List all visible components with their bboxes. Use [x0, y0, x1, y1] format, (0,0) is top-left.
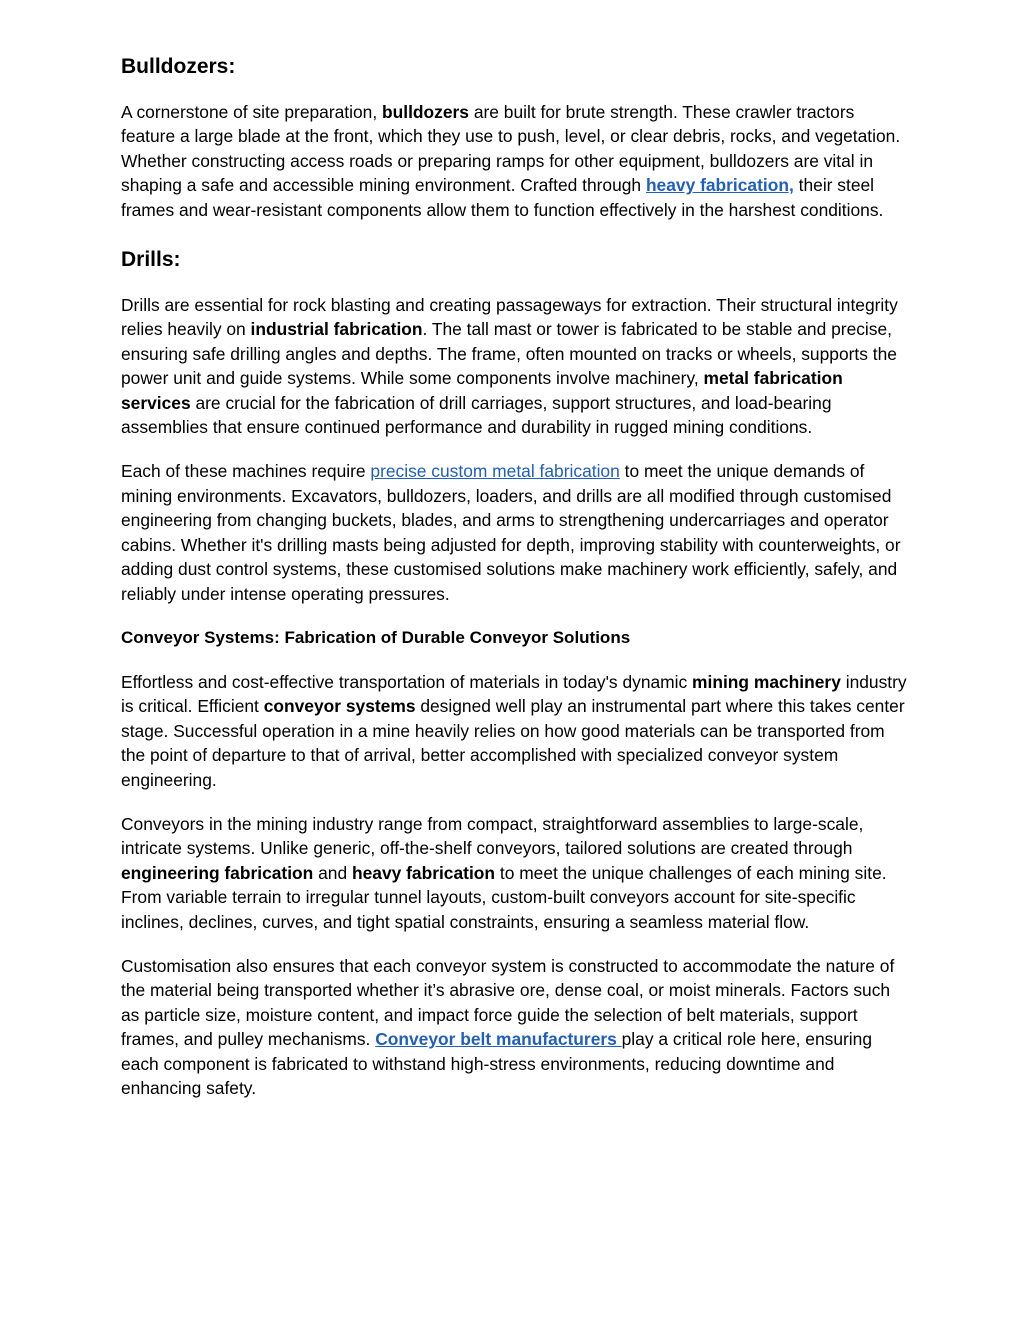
- bulldozers-heading: Bulldozers:: [121, 55, 236, 78]
- text-run: designed well play an instrumental part where this takes center stage. Successful operation in a mine heavily relies on how good materials can be transported from the point of departure to that of arrival, better accomplished with specialized conveyor system engineering.: [121, 696, 905, 790]
- text-run: . The tall mast or tower is fabricated to be stable and precise, ensuring safe drilling angles and depths. The frame, often mounted on tracks or wheels, supports the power unit and guide systems. While some components involve machinery,: [121, 319, 897, 389]
- conveyor-paragraph-2: [121, 812, 911, 934]
- text-run: are crucial for the fabrication of drill carriages, support structures, and load-bearing assemblies that ensure continued performance and durability in rugged mining conditions.: [121, 392, 832, 438]
- machines-paragraph: [121, 459, 911, 605]
- heavy-fabrication-link[interactable]: heavy fabrication,: [645, 175, 794, 196]
- text-run: to meet the unique challenges of each mining site. From variable terrain to irregular tunnel layouts, custom-built conveyors account for site-specific inclines, declines, curves, and tight spatial constraints, ensuring a seamless material flow.: [121, 862, 887, 932]
- text-run: are built for brute strength. These crawler tractors feature a large blade at the front, which they use to push, level, or clear debris, rocks, and vegetation. Whether constructing access roads or preparing ramps for other equipment, bulldozers are vital in shaping a safe and accessible mining environment. Crafted through: [121, 102, 901, 196]
- conveyor-belt-manufacturers-link[interactable]: Conveyor belt manufacturers: [375, 1029, 622, 1050]
- text-run: industry is critical. Efficient: [121, 671, 907, 717]
- bold-term: engineering fabrication: [121, 862, 314, 883]
- text-run: Conveyors in the mining industry range from compact, straightforward assemblies to large-scale, intricate systems. Unlike generic, off-the-shelf conveyors, tailored solutions are created through: [121, 813, 864, 859]
- text-run: to meet the unique demands of mining environments. Excavators, bulldozers, loaders, and drills are all modified through customised engineering from changing buckets, blades, and arms to strengthening undercarriages and operator cabins. Whether it's drilling masts being adjusted for depth, improving stability with counterweights, or adding dust control systems, these customised solutions make machinery work efficiently, safely, and reliably under intense operating pressures.: [121, 461, 901, 604]
- text-run: their steel frames and wear-resistant components allow them to function effectively in the harshest conditions.: [121, 175, 884, 220]
- bold-term: metal fabrication services: [121, 368, 843, 413]
- drills-heading: Drills:: [121, 248, 181, 272]
- text-run: Drills are essential for rock blasting and creating passageways for extraction. Their structural integrity relies heavily on: [121, 295, 898, 340]
- bulldozers-paragraph: [121, 100, 911, 222]
- conveyor-paragraph-3: [121, 954, 911, 1100]
- text-run: Each of these machines require: [121, 461, 371, 482]
- text-run: Customisation also ensures that each conveyor system is constructed to accommodate the nature of the material being transported whether it’s abrasive ore, dense coal, or moist minerals. Factors such as particle size, moisture content, and impact force guide the selection of belt materials, support frames, and pulley mechanisms.: [121, 955, 895, 1050]
- document-page: [121, 50, 911, 1100]
- bold-term: heavy fabrication: [351, 862, 496, 883]
- drills-paragraph: [121, 293, 911, 439]
- bold-term: mining machinery: [692, 671, 841, 692]
- text-run: A cornerstone of site preparation,: [121, 102, 383, 122]
- custom-metal-fabrication-link[interactable]: precise custom metal fabrication: [370, 461, 620, 482]
- text-run: play a critical role here, ensuring each component is fabricated to withstand high-stress environments, reducing downtime and enhancing safety.: [121, 1029, 872, 1098]
- text-run: and: [313, 862, 352, 883]
- bold-term: industrial fabrication: [250, 319, 423, 340]
- bold-term: bulldozers: [382, 102, 469, 122]
- bold-term: conveyor systems: [263, 696, 416, 717]
- text-run: Effortless and cost-effective transportation of materials in today's dynamic: [121, 671, 693, 692]
- conveyor-paragraph-1: [121, 670, 911, 792]
- conveyor-heading: Conveyor Systems: Fabrication of Durable Conveyor Solutions: [121, 627, 631, 647]
